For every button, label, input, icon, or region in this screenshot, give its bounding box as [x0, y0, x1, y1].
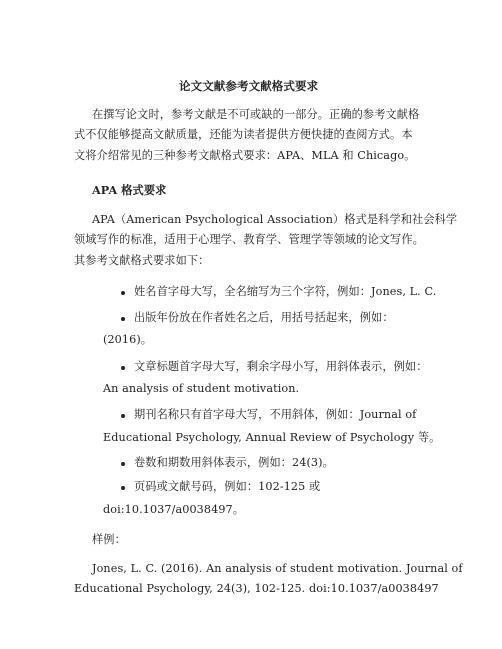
bullet-dot [121, 366, 125, 370]
rule-4-line-2: Educational Psychology, Annual Review of Psychology 等。 [103, 431, 441, 444]
bullet-dot [121, 462, 125, 466]
rule-3-line-1: 文章标题首字母大写，剩余字母小写，用斜体表示，例如： [134, 360, 428, 373]
rule-5-line-1: 卷数和期数用斜体表示，例如：24(3)。 [134, 456, 334, 469]
intro-line-1: 在撰写论文时，参考文献是不可或缺的一部分。正确的参考文献格 [92, 108, 420, 121]
example-line-2: Educational Psychology, 24(3), 102-125. doi:10.1037/a0038497 [74, 582, 439, 595]
rule-3-line-2: An analysis of student motivation. [103, 382, 300, 395]
intro-line-2: 式不仅能够提高文献质量，还能为读者提供方便快捷的查阅方式。本 [74, 128, 413, 141]
document-title: 论文文献参考文献格式要求 [179, 79, 319, 93]
rule-4-line-1: 期刊名称只有首字母大写，不用斜体，例如：Journal of [134, 408, 417, 421]
rule-2-line-2: (2016)。 [103, 333, 153, 346]
rule-1-line-1: 姓名首字母大写，全名缩写为三个字符，例如：Jones, L. C. [134, 285, 437, 298]
intro-line-3: 文将介绍常见的三种参考文献格式要求：APA、MLA 和 Chicago。 [74, 149, 416, 162]
rule-6-line-1: 页码或文献号码，例如：102-125 或 [134, 480, 321, 493]
apa-intro-line-2: 领域写作的标准，适用于心理学、教育学、管理学等领域的论文写作。 [74, 233, 424, 246]
rule-6-line-2: doi:10.1037/a0038497。 [103, 503, 245, 516]
bullet-dot [121, 486, 125, 490]
apa-heading: APA 格式要求 [92, 183, 167, 197]
bullet-dot [121, 291, 125, 295]
rule-2-line-1: 出版年份放在作者姓名之后，用括号括起来，例如： [134, 311, 394, 324]
bullet-dot [121, 317, 125, 321]
apa-intro-line-1: APA（American Psychological Association）格式是科学和社会科学 [92, 213, 458, 226]
bullet-dot [121, 414, 125, 418]
example-line-1: Jones, L. C. (2016). An analysis of student motivation. Journal of [92, 562, 463, 575]
example-label: 样例： [92, 533, 126, 546]
apa-intro-line-3: 其参考文献格式要求如下： [74, 254, 210, 267]
